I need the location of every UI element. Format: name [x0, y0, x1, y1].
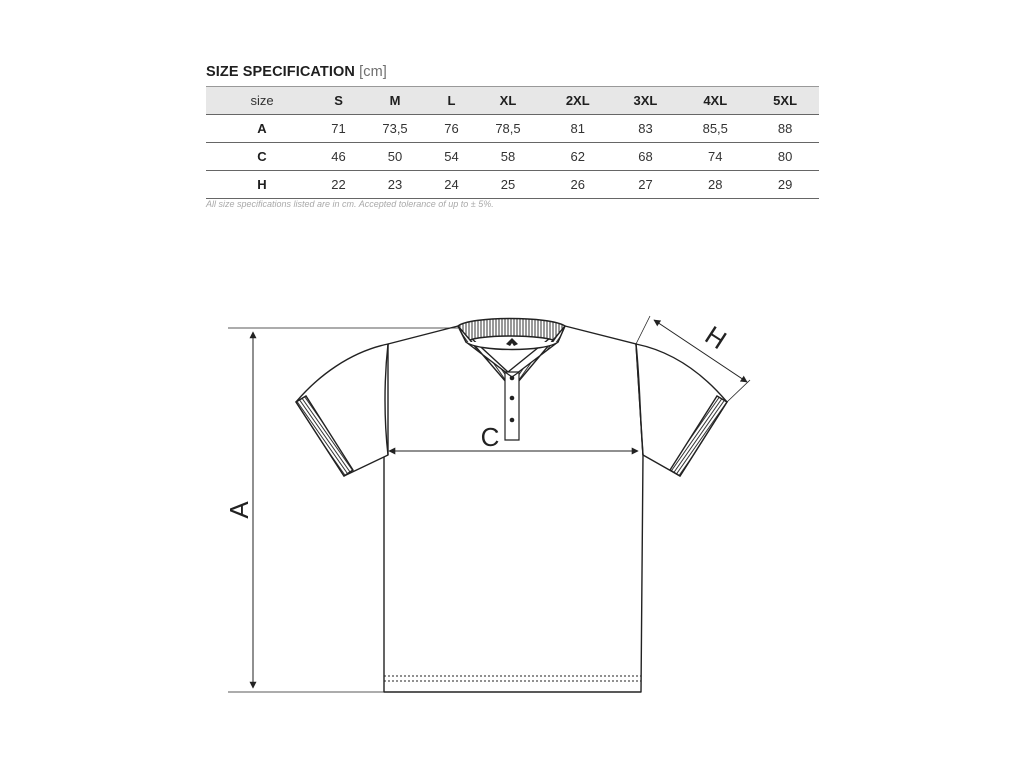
cell-c-xl: 58: [472, 143, 544, 171]
row-label-a: A: [206, 115, 318, 143]
header-size-m: M: [359, 87, 431, 115]
cell-a-4xl: 85,5: [679, 115, 751, 143]
dimension-h-label: H: [699, 319, 732, 356]
header-size-4xl: 4XL: [679, 87, 751, 115]
dimension-a-label: A: [224, 501, 254, 519]
cell-c-s: 46: [318, 143, 359, 171]
header-size-s: S: [318, 87, 359, 115]
button-1: [510, 376, 515, 381]
header-size-5xl: 5XL: [751, 87, 819, 115]
cell-h-4xl: 28: [679, 171, 751, 199]
cell-h-s: 22: [318, 171, 359, 199]
dimension-c-label: C: [480, 422, 500, 452]
cell-a-5xl: 88: [751, 115, 819, 143]
cell-a-m: 73,5: [359, 115, 431, 143]
row-label-c: C: [206, 143, 318, 171]
header-size-2xl: 2XL: [544, 87, 612, 115]
header-size-3xl: 3XL: [612, 87, 680, 115]
button-3: [510, 418, 515, 423]
spec-title-unit: [cm]: [359, 64, 387, 80]
header-size-l: L: [431, 87, 472, 115]
cell-h-m: 23: [359, 171, 431, 199]
cell-c-5xl: 80: [751, 143, 819, 171]
header-size-label: size: [206, 87, 318, 115]
tolerance-note: All size specifications listed are in cm. Accepted tolerance of up to ± 5%.: [206, 199, 494, 209]
header-size-xl: XL: [472, 87, 544, 115]
cell-c-l: 54: [431, 143, 472, 171]
cell-h-5xl: 29: [751, 171, 819, 199]
button-2: [510, 396, 515, 401]
cell-h-2xl: 26: [544, 171, 612, 199]
cell-c-4xl: 74: [679, 143, 751, 171]
cell-a-2xl: 81: [544, 115, 612, 143]
cell-h-xl: 25: [472, 171, 544, 199]
cell-c-m: 50: [359, 143, 431, 171]
cell-c-2xl: 62: [544, 143, 612, 171]
placket: [505, 372, 519, 440]
cell-h-l: 24: [431, 171, 472, 199]
cell-c-3xl: 68: [612, 143, 680, 171]
cell-a-xl: 78,5: [472, 115, 544, 143]
cell-a-s: 71: [318, 115, 359, 143]
cell-h-3xl: 27: [612, 171, 680, 199]
spec-title-text: SIZE SPECIFICATION: [206, 64, 355, 80]
row-label-h: H: [206, 171, 318, 199]
cell-a-3xl: 83: [612, 115, 680, 143]
cell-a-l: 76: [431, 115, 472, 143]
